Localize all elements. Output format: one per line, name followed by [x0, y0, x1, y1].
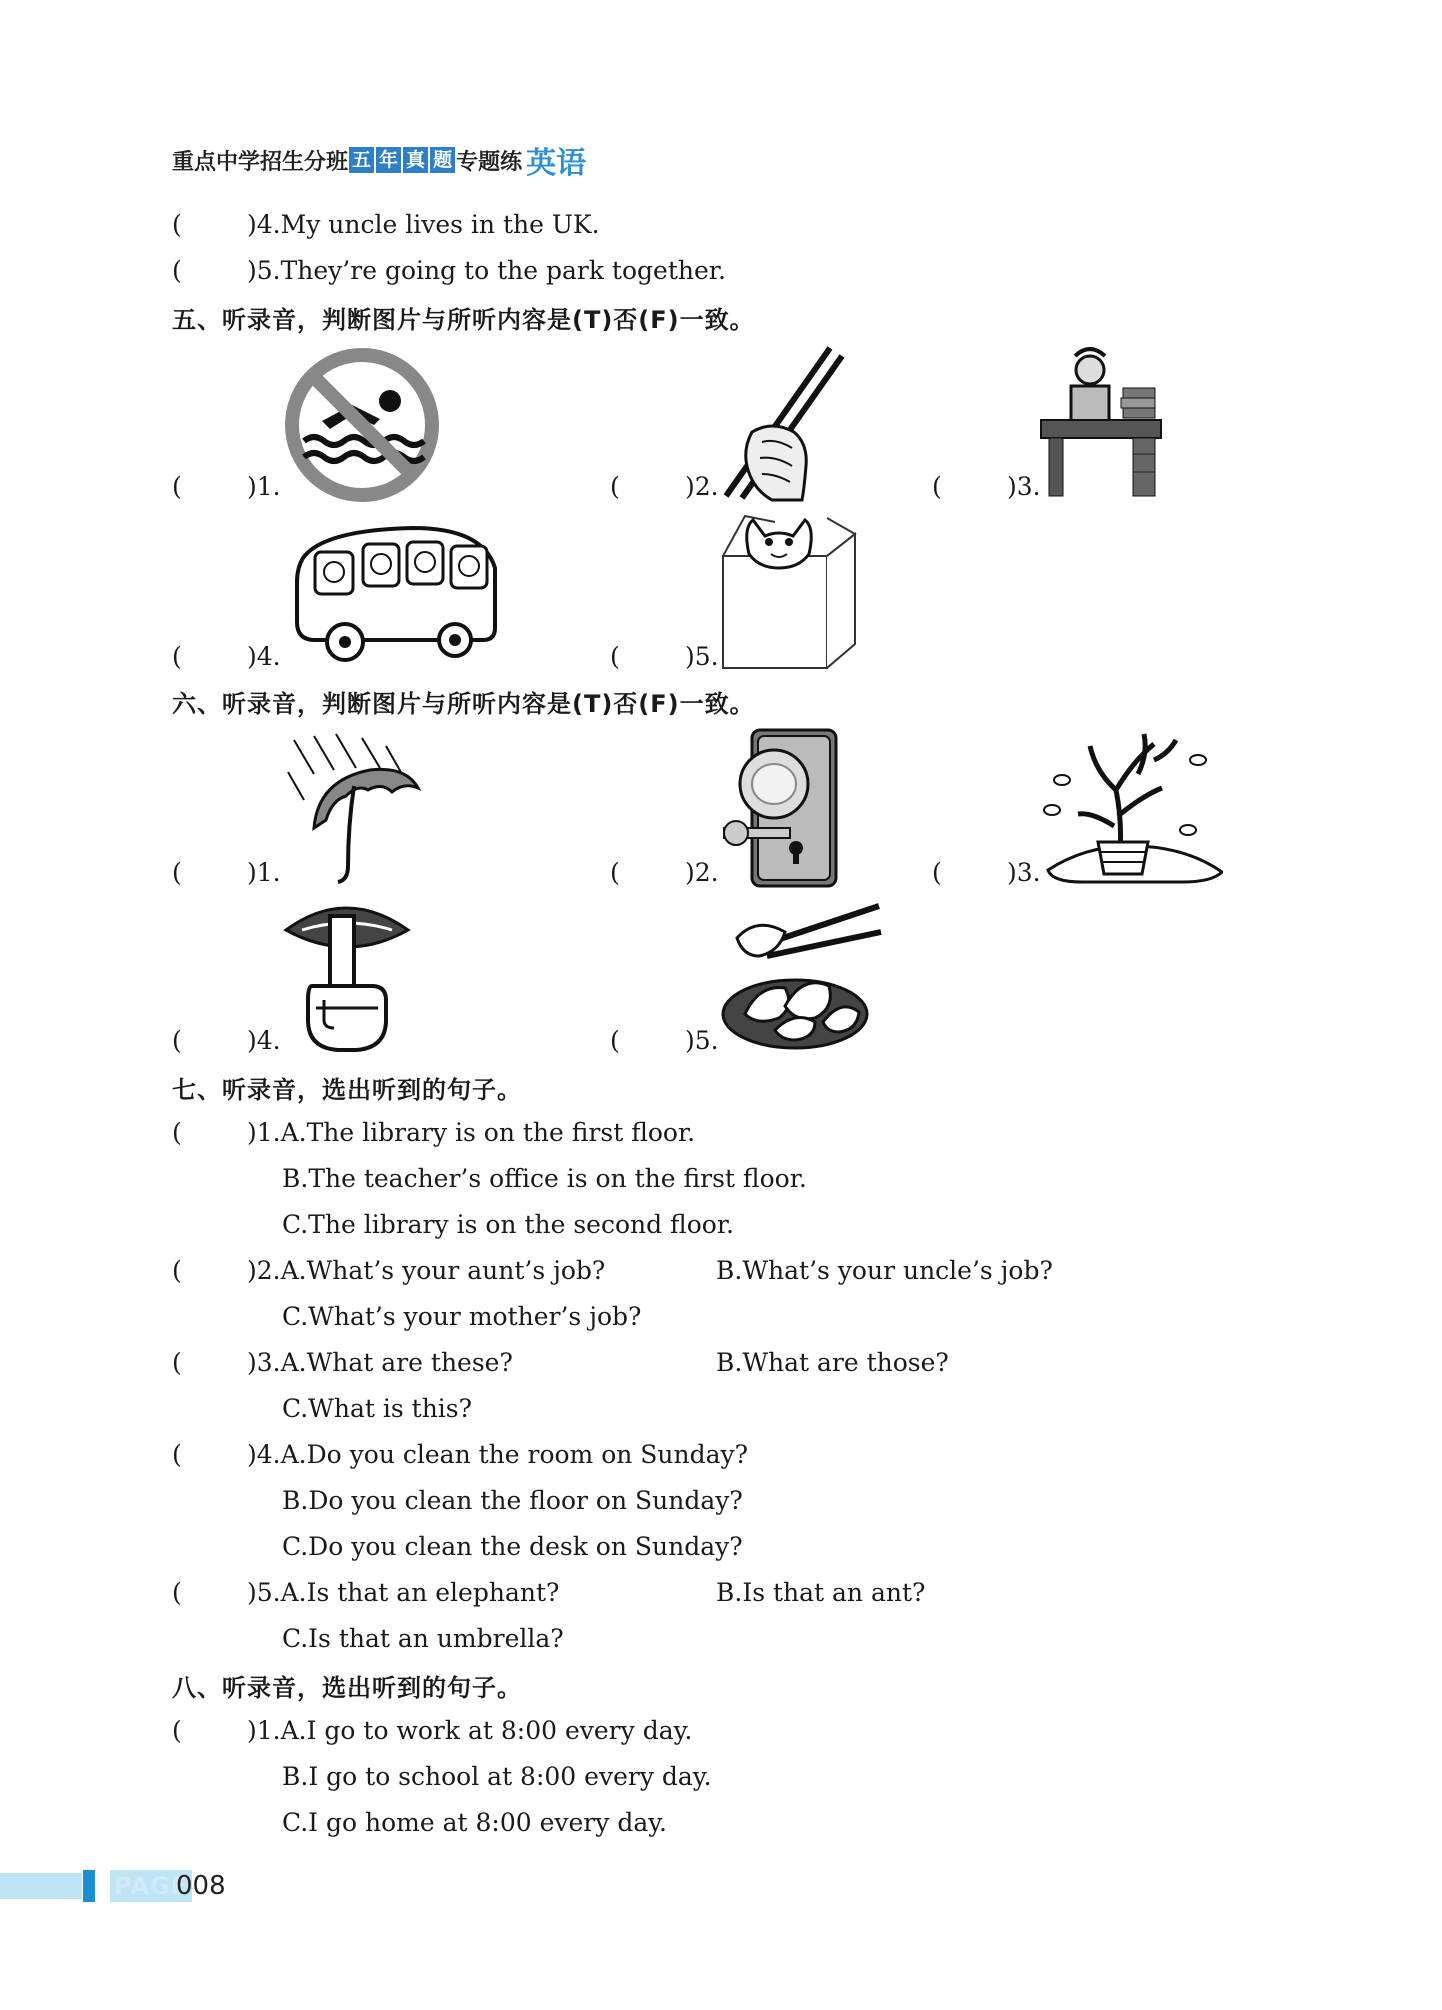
question-4-5: ( )5.They’re going to the park together. [172, 256, 726, 285]
teacher-at-desk-icon [1035, 342, 1165, 502]
header-subject: 英语 [526, 146, 587, 181]
school-bus-icon [285, 512, 510, 672]
book-header [172, 140, 586, 180]
s6-item-2: ( )2. [610, 858, 719, 887]
s8-q1-option-a: ( )1.A.I go to work at 8:00 every day. [172, 1716, 693, 1745]
header-box-1: 五 [349, 147, 374, 173]
s7-q3-option-a: ( )3.A.What are these? [172, 1348, 513, 1377]
section-7-title: 七、听录音，选出听到的句子。 [172, 1076, 522, 1104]
header-box-2: 年 [376, 147, 401, 173]
s7-q4-option-c: C.Do you clean the desk on Sunday? [282, 1532, 743, 1561]
no-swimming-icon [282, 345, 442, 505]
autumn-tree-basket-icon [1038, 730, 1223, 885]
s7-q5-option-c: C.Is that an umbrella? [282, 1624, 564, 1653]
s7-q4-option-b: B.Do you clean the floor on Sunday? [282, 1486, 743, 1515]
s7-q3-option-b: B.What are those? [716, 1348, 949, 1377]
section-6-title: 六、听录音，判断图片与所听内容是(T)否(F)一致。 [172, 690, 755, 718]
footer-page-label: PAGE [110, 1870, 192, 1902]
header-practice-label: 专题练 [456, 149, 523, 175]
header-series-title: 重点中学招生分班 [172, 149, 349, 175]
section-5-title: 五、听录音，判断图片与所听内容是(T)否(F)一致。 [172, 306, 755, 334]
s5-item-4: ( )4. [172, 642, 281, 671]
s6-item-1: ( )1. [172, 858, 281, 887]
s7-q2-option-c: C.What’s your mother’s job? [282, 1302, 642, 1331]
hand-with-chopsticks-icon [712, 342, 847, 507]
s7-q4-option-a: ( )4.A.Do you clean the room on Sunday? [172, 1440, 749, 1469]
s7-q5-option-a: ( )5.A.Is that an elephant? [172, 1578, 560, 1607]
s7-q2-option-a: ( )2.A.What’s your aunt’s job? [172, 1256, 606, 1285]
section-8-title: 八、听录音，选出听到的句子。 [172, 1674, 522, 1702]
s7-q1-option-b: B.The teacher’s office is on the first floor. [282, 1164, 807, 1193]
s7-q5-option-b: B.Is that an ant? [716, 1578, 926, 1607]
s6-item-4: ( )4. [172, 1026, 281, 1055]
s6-item-5: ( )5. [610, 1026, 719, 1055]
footer-page-number: 008 [176, 1871, 226, 1901]
dumplings-chopsticks-icon [715, 898, 885, 1058]
s6-item-3: ( )3. [932, 858, 1041, 887]
s8-q1-option-c: C.I go home at 8:00 every day. [282, 1808, 667, 1837]
s7-q1-option-a: ( )1.A.The library is on the first floor. [172, 1118, 696, 1147]
footer-marker [83, 1870, 95, 1902]
door-knob-key-icon [722, 728, 840, 888]
header-box-4: 题 [430, 147, 455, 173]
s5-item-1: ( )1. [172, 472, 281, 501]
s7-q1-option-c: C.The library is on the second floor. [282, 1210, 734, 1239]
footer-bar [0, 1873, 82, 1899]
quiet-finger-lips-icon [282, 900, 412, 1055]
s7-q2-option-b: B.What’s your uncle’s job? [716, 1256, 1053, 1285]
s5-item-3: ( )3. [932, 472, 1041, 501]
header-box-3: 真 [403, 147, 428, 173]
cat-in-box-icon [715, 512, 865, 672]
s7-q3-option-c: C.What is this? [282, 1394, 473, 1423]
umbrella-in-rain-icon [284, 732, 422, 887]
s5-item-2: ( )2. [610, 472, 719, 501]
s8-q1-option-b: B.I go to school at 8:00 every day. [282, 1762, 712, 1791]
s5-item-5: ( )5. [610, 642, 719, 671]
question-4-4: ( )4.My uncle lives in the UK. [172, 210, 600, 239]
